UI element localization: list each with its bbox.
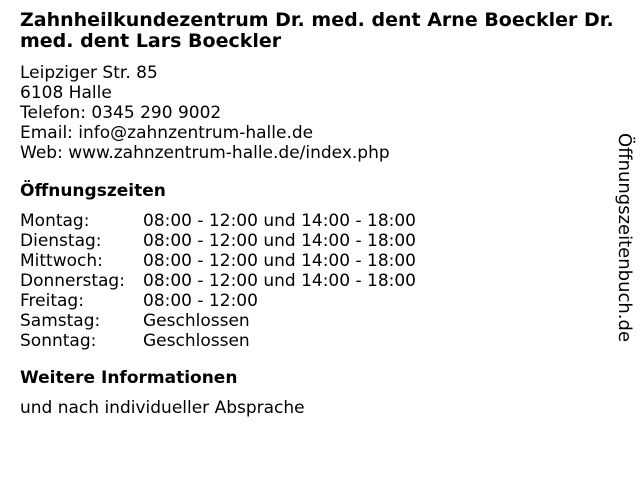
practice-card: [20, 10, 620, 418]
address-city: 6108 Halle: [20, 83, 112, 103]
hours-row-saturday: [20, 311, 620, 331]
more-info-heading: Weitere Informationen: [20, 368, 238, 388]
hours-day: Donnerstag:: [20, 271, 125, 291]
hours-row-monday: [20, 211, 620, 231]
hours-row-tuesday: [20, 231, 620, 251]
hours-row-friday: [20, 291, 620, 311]
hours-time: 08:00 - 12:00: [143, 291, 258, 311]
hours-row-sunday: [20, 331, 620, 351]
address-block: [20, 63, 620, 163]
more-info-text: und nach individueller Absprache: [20, 398, 305, 418]
hours-time: 08:00 - 12:00 und 14:00 - 18:00: [143, 251, 416, 271]
hours-day: Dienstag:: [20, 231, 102, 251]
hours-day: Samstag:: [20, 311, 101, 331]
hours-time: Geschlossen: [143, 331, 250, 351]
hours-day: Montag:: [20, 211, 90, 231]
hours-day: Sonntag:: [20, 331, 97, 351]
hours-time: Geschlossen: [143, 311, 250, 331]
hours-row-thursday: [20, 271, 620, 291]
hours-time: 08:00 - 12:00 und 14:00 - 18:00: [143, 231, 416, 251]
address-email: Email: info@zahnzentrum-halle.de: [20, 123, 314, 143]
practice-name: Zahnheilkundezentrum Dr. med. dent Arne Boeckler Dr. med. dent Lars Boeckler: [20, 9, 614, 52]
opening-hours-heading: Öffnungszeiten: [20, 181, 166, 201]
hours-time: 08:00 - 12:00 und 14:00 - 18:00: [143, 271, 416, 291]
address-street: Leipziger Str. 85: [20, 63, 158, 83]
address-phone: Telefon: 0345 290 9002: [20, 103, 222, 123]
hours-day: Mittwoch:: [20, 251, 103, 271]
hours-day: Freitag:: [20, 291, 84, 311]
hours-time: 08:00 - 12:00 und 14:00 - 18:00: [143, 211, 416, 231]
brand-watermark: Öffnungszeitenbuch.de: [614, 133, 635, 343]
opening-hours-table: [20, 211, 620, 351]
address-web: Web: www.zahnzentrum-halle.de/index.php: [20, 143, 390, 163]
hours-row-wednesday: [20, 251, 620, 271]
